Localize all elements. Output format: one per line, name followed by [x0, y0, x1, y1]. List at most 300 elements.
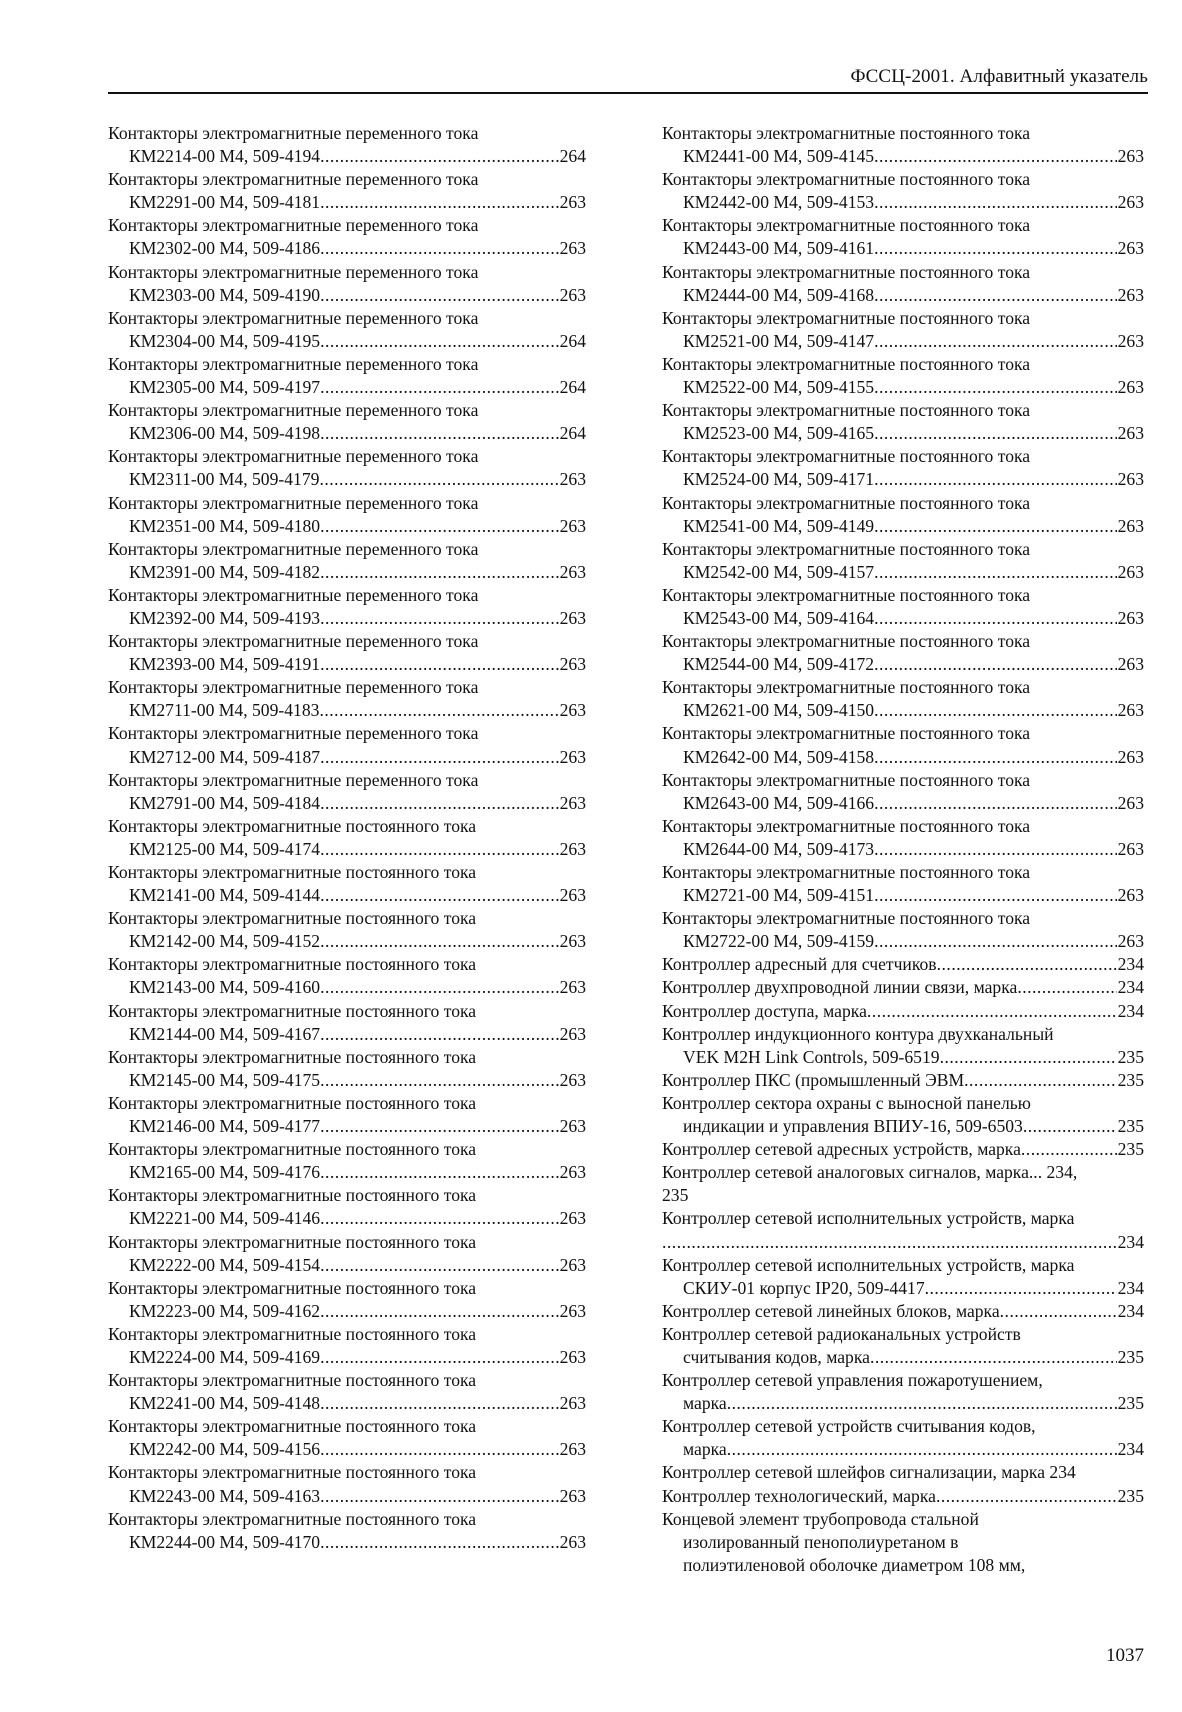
entry-title: Контакторы электромагнитные постоянного тока: [108, 1046, 477, 1067]
entry-title: Контроллер сетевой устройств считывания кодов,: [662, 1416, 1036, 1437]
dot-leader: [874, 792, 1117, 815]
dot-leader: [925, 1277, 1117, 1300]
entry-text: Контроллер двухпроводной линии связи, марка: [662, 977, 1018, 998]
entry-title: Контакторы электромагнитные переменного тока: [108, 353, 479, 374]
entry-page: 263: [559, 238, 586, 259]
leader-line: [662, 515, 1144, 538]
index-entry: [662, 1161, 1144, 1207]
entry-title: Контакторы электромагнитные постоянного тока: [108, 1000, 477, 1021]
leader-line: [662, 1115, 1144, 1138]
leader-line: [108, 1023, 586, 1046]
dot-leader: [320, 284, 559, 307]
entry-page: 263: [559, 1208, 586, 1229]
entry-title: Контакторы электромагнитные постоянного тока: [662, 215, 1031, 236]
entry-text: КМ2244-00 М4, 509-4170: [129, 1531, 321, 1552]
index-entry: [108, 676, 586, 722]
entry-title: Контакторы электромагнитные постоянного тока: [108, 1508, 477, 1529]
entry-page: 264: [559, 146, 586, 167]
index-entry: [662, 722, 1144, 768]
leader-line: [108, 1161, 586, 1184]
leader-line: [662, 561, 1144, 584]
index-entry: [662, 815, 1144, 861]
entry-title: Контакторы электромагнитные постоянного тока: [108, 1231, 477, 1252]
index-entry: [662, 1461, 1144, 1484]
entry-page: 234: [1117, 954, 1144, 975]
entry-page: 234: [1117, 1000, 1144, 1021]
entry-page: 264: [559, 330, 586, 351]
index-entry: [108, 1000, 586, 1046]
dot-leader: [874, 607, 1117, 630]
entry-page: 263: [1117, 238, 1144, 259]
index-entry: [108, 168, 586, 214]
entry-text: VEK M2H Link Controls, 509-6519: [683, 1046, 940, 1067]
index-entry: [108, 1461, 586, 1507]
header-title: ФССЦ-2001. Алфавитный указатель: [850, 66, 1148, 87]
left-index-column: [108, 122, 586, 1554]
entry-page: 263: [1117, 330, 1144, 351]
entry-text: КМ2143-00 М4, 509-4160: [129, 977, 321, 998]
index-entry: [108, 815, 586, 861]
entry-page: 234: [1117, 1231, 1144, 1252]
entry-title: Контакторы электромагнитные постоянного тока: [108, 1462, 477, 1483]
entry-title: Контакторы электромагнитные постоянного тока: [662, 862, 1031, 882]
entry-page: 263: [559, 977, 586, 998]
dot-leader: [874, 746, 1117, 769]
entry-page: 263: [559, 1254, 586, 1275]
dot-leader: [874, 561, 1117, 584]
leader-line: [662, 1346, 1144, 1369]
dot-leader: [320, 1300, 559, 1323]
entry-title: Контроллер индукционного контура двухканальный: [662, 1023, 1054, 1044]
dot-leader: [320, 191, 559, 214]
entry-page: 263: [1117, 838, 1144, 859]
dot-leader: [320, 237, 559, 260]
entry-title: Контроллер сетевой радиоканальных устройств: [662, 1323, 1021, 1344]
entry-page: 263: [559, 654, 586, 675]
leader-line: [108, 1392, 586, 1415]
index-entry: [108, 1323, 586, 1369]
index-entry: [108, 538, 586, 584]
entry-title: Контакторы электромагнитные постоянного тока: [662, 261, 1031, 282]
dot-leader: [320, 1531, 559, 1554]
entry-title: Контакторы электромагнитные постоянного тока: [108, 1139, 477, 1160]
index-entry: [662, 307, 1144, 353]
index-entry: [662, 399, 1144, 445]
index-entry: [662, 1023, 1144, 1069]
entry-title: Контакторы электромагнитные переменного тока: [108, 215, 479, 236]
entry-text: СКИУ-01 корпус IP20, 509-4417: [683, 1277, 925, 1298]
leader-line: [108, 422, 586, 445]
entry-page: 235: [1117, 1139, 1144, 1160]
dot-leader: [874, 422, 1117, 445]
entry-title: Контакторы электромагнитные постоянного тока: [662, 446, 1031, 467]
index-entry: [662, 1207, 1144, 1253]
entry-title: Контакторы электромагнитные переменного тока: [108, 723, 479, 744]
dot-leader: [937, 953, 1117, 976]
entry-title: Контакторы электромагнитные постоянного тока: [108, 1323, 477, 1344]
index-entry: [662, 1138, 1144, 1161]
entry-page: 263: [559, 1300, 586, 1321]
leader-line: [108, 1254, 586, 1277]
entry-text: КМ2524-00 М4, 509-4171: [683, 469, 875, 490]
leader-line: [662, 145, 1144, 168]
leader-line: [108, 330, 586, 353]
index-entry: [662, 1092, 1144, 1138]
index-entry: [108, 722, 586, 768]
dot-leader: [320, 561, 559, 584]
entry-text: КМ2144-00 М4, 509-4167: [129, 1023, 321, 1044]
leader-line: [662, 422, 1144, 445]
index-entry: [662, 1369, 1144, 1415]
leader-line: [662, 1069, 1144, 1092]
entry-page: 263: [559, 515, 586, 536]
entry-title: Контакторы электромагнитные переменного тока: [108, 400, 479, 421]
dot-leader: [940, 1046, 1117, 1069]
dot-leader: [874, 376, 1117, 399]
entry-text: считывания кодов, марка: [683, 1346, 870, 1367]
dot-leader: [320, 515, 559, 538]
entry-page: 234: [1117, 1439, 1144, 1460]
dot-leader: [320, 1485, 559, 1508]
dot-leader: [874, 515, 1117, 538]
entry-text: КМ2541-00 М4, 509-4149: [683, 515, 875, 536]
entry-page: 263: [1117, 654, 1144, 675]
leader-line: [108, 1069, 586, 1092]
index-entry: [108, 1138, 586, 1184]
dot-leader: [870, 1346, 1117, 1369]
leader-line: [662, 284, 1144, 307]
dot-leader: [320, 838, 559, 861]
entry-title: Контакторы электромагнитные переменного тока: [108, 307, 479, 328]
entry-continuation: полиэтиленовой оболочке диаметром 108 мм,: [683, 1554, 1026, 1575]
leader-line: [108, 838, 586, 861]
entry-page: 264: [559, 377, 586, 398]
entry-title: Концевой элемент трубопровода стальной: [662, 1508, 979, 1529]
entry-text: КМ2643-00 М4, 509-4166: [683, 792, 875, 813]
entry-title: Контакторы электромагнитные постоянного тока: [662, 908, 1031, 929]
entry-page: 263: [559, 1346, 586, 1367]
dot-leader: [1000, 1300, 1117, 1323]
entry-continuation: изолированный пенополиуретаном в: [683, 1531, 959, 1552]
leader-line: [108, 1438, 586, 1461]
leader-line: [662, 1438, 1144, 1461]
index-entry: [108, 307, 586, 353]
index-entry: [108, 630, 586, 676]
dot-leader: [320, 145, 559, 168]
dot-leader: [874, 468, 1117, 491]
dot-leader: [320, 1161, 559, 1184]
entry-page: 263: [1117, 284, 1144, 305]
index-entry: [108, 399, 586, 445]
entry-page: 235: [1117, 1346, 1144, 1367]
entry-text: КМ2302-00 М4, 509-4186: [129, 238, 321, 259]
dot-leader: [874, 653, 1117, 676]
entry-title: Контакторы электромагнитные постоянного тока: [108, 815, 477, 836]
entry-page: 263: [559, 700, 586, 721]
entry-page: 263: [559, 561, 586, 582]
dot-leader: [319, 468, 558, 491]
entry-text: КМ2544-00 М4, 509-4172: [683, 654, 875, 675]
entry-title: 235: [662, 1185, 689, 1206]
entry-page: 234: [1117, 1300, 1144, 1321]
leader-line: [108, 607, 586, 630]
entry-page: 263: [1117, 885, 1144, 906]
leader-line: [662, 838, 1144, 861]
index-entry: [108, 261, 586, 307]
dot-leader: [964, 1069, 1116, 1092]
entry-page: 263: [559, 1393, 586, 1414]
entry-text: Контроллер сетевой адресных устройств, марка: [662, 1139, 1021, 1160]
entry-page: 263: [559, 607, 586, 628]
index-entry: [662, 1508, 1144, 1577]
dot-leader: [320, 330, 559, 353]
entry-title: Контроллер сетевой аналоговых сигналов, марка... 234,: [662, 1162, 1078, 1183]
entry-title: Контакторы электромагнитные постоянного тока: [662, 723, 1031, 744]
dot-leader: [1023, 1115, 1117, 1138]
entry-text: КМ2392-00 М4, 509-4193: [129, 607, 321, 628]
entry-text: КМ2722-00 М4, 509-4159: [683, 931, 875, 952]
index-entry: [662, 630, 1144, 676]
leader-line: [662, 191, 1144, 214]
leader-line: [108, 746, 586, 769]
entry-text: КМ2142-00 М4, 509-4152: [129, 931, 321, 952]
entry-page: 263: [559, 885, 586, 906]
entry-title: Контакторы электромагнитные постоянного тока: [108, 1370, 477, 1391]
entry-page: 263: [1117, 423, 1144, 444]
entry-title: Контакторы электромагнитные постоянного тока: [662, 538, 1031, 559]
index-entry: [662, 976, 1144, 999]
entry-text: КМ2141-00 М4, 509-4144: [129, 885, 321, 906]
dot-leader: [1017, 976, 1116, 999]
entry-text: КМ2224-00 М4, 509-4169: [129, 1346, 321, 1367]
entry-page: 263: [1117, 377, 1144, 398]
entry-text: КМ2125-00 М4, 509-4174: [129, 838, 321, 859]
dot-leader: [320, 976, 559, 999]
dot-leader: [1021, 1138, 1117, 1161]
leader-line: [662, 330, 1144, 353]
entry-page: 263: [1117, 700, 1144, 721]
index-entry: [108, 1046, 586, 1092]
dot-leader: [874, 884, 1117, 907]
leader-line: [662, 1392, 1144, 1415]
entry-text: КМ2165-00 М4, 509-4176: [129, 1162, 321, 1183]
entry-title: Контроллер сетевой исполнительных устройств, марка: [662, 1254, 1075, 1275]
index-entry: [662, 261, 1144, 307]
index-entry: [108, 1092, 586, 1138]
entry-text: КМ2712-00 М4, 509-4187: [129, 746, 321, 767]
entry-text: КМ2145-00 М4, 509-4175: [129, 1069, 321, 1090]
entry-text: марка: [683, 1393, 727, 1414]
entry-text: КМ2521-00 М4, 509-4147: [683, 330, 875, 351]
dot-leader: [867, 1000, 1117, 1023]
dot-leader: [319, 699, 558, 722]
entry-page: 234: [1117, 1277, 1144, 1298]
entry-title: Контакторы электромагнитные постоянного тока: [108, 954, 477, 975]
index-entry: [662, 1000, 1144, 1023]
index-entry: [662, 214, 1144, 260]
entry-text: КМ2305-00 М4, 509-4197: [129, 377, 321, 398]
leader-line: [662, 699, 1144, 722]
index-entry: [662, 122, 1144, 168]
dot-leader: [320, 1207, 559, 1230]
entry-title: Контакторы электромагнитные постоянного тока: [662, 631, 1031, 652]
entry-text: КМ2241-00 М4, 509-4148: [129, 1393, 321, 1414]
dot-leader: [320, 1438, 559, 1461]
entry-text: КМ2443-00 М4, 509-4161: [683, 238, 875, 259]
entry-text: КМ2522-00 М4, 509-4155: [683, 377, 875, 398]
index-entry: [662, 953, 1144, 976]
leader-line: [108, 376, 586, 399]
entry-text: КМ2304-00 М4, 509-4195: [129, 330, 321, 351]
leader-line: [108, 699, 586, 722]
dot-leader: [320, 1023, 559, 1046]
index-entry: [662, 861, 1144, 907]
leader-line: [662, 1046, 1144, 1069]
index-entry: [662, 538, 1144, 584]
entry-text: Контроллер адресный для счетчиков: [662, 954, 937, 975]
entry-title: Контакторы электромагнитные постоянного тока: [108, 1185, 477, 1206]
dot-leader: [874, 838, 1117, 861]
entry-text: Контроллер ПКС (промышленный ЭВМ: [662, 1069, 965, 1090]
leader-line: [108, 930, 586, 953]
dot-leader: [320, 930, 559, 953]
entry-text: КМ2391-00 М4, 509-4182: [129, 561, 321, 582]
entry-title: Контакторы электромагнитные постоянного тока: [662, 307, 1031, 328]
entry-title: Контакторы электромагнитные переменного тока: [108, 769, 479, 790]
entry-title: Контакторы электромагнитные постоянного тока: [108, 1416, 477, 1437]
leader-line: [108, 976, 586, 999]
dot-leader: [874, 237, 1117, 260]
entry-title: Контакторы электромагнитные переменного тока: [108, 677, 479, 698]
leader-line: [662, 1000, 1144, 1023]
leader-line: [662, 237, 1144, 260]
entry-page: 263: [559, 1116, 586, 1137]
entry-page: 234: [1117, 977, 1144, 998]
entry-title: Контроллер сектора охраны с выносной панелью: [662, 1092, 1031, 1113]
leader-line: [662, 1485, 1144, 1508]
index-entry: [108, 353, 586, 399]
index-entry: [108, 445, 586, 491]
dot-leader: [320, 1346, 559, 1369]
entry-title: Контакторы электромагнитные постоянного тока: [662, 584, 1031, 605]
index-entry: [662, 1323, 1144, 1369]
entry-page: 263: [559, 469, 586, 490]
entry-text: КМ2306-00 М4, 509-4198: [129, 423, 321, 444]
leader-line: [108, 1531, 586, 1554]
dot-leader: [320, 1254, 559, 1277]
entry-text: КМ2214-00 М4, 509-4194: [129, 146, 321, 167]
entry-title: Контакторы электромагнитные переменного тока: [108, 584, 479, 605]
index-entry: [662, 353, 1144, 399]
entry-page: 263: [559, 1485, 586, 1506]
entry-text: КМ2223-00 М4, 509-4162: [129, 1300, 321, 1321]
leader-line: [108, 145, 586, 168]
leader-line: [662, 376, 1144, 399]
entry-text: марка: [683, 1439, 727, 1460]
index-entry: [108, 1231, 586, 1277]
leader-line: [108, 237, 586, 260]
dot-leader: [320, 376, 559, 399]
dot-leader: [874, 330, 1117, 353]
leader-line: [108, 284, 586, 307]
entry-text: КМ2291-00 М4, 509-4181: [129, 192, 321, 213]
leader-line: [108, 1300, 586, 1323]
right-index-column: [662, 122, 1144, 1577]
index-entry: [108, 861, 586, 907]
entry-page: 263: [559, 1531, 586, 1552]
dot-leader: [874, 699, 1117, 722]
index-entry: [662, 907, 1144, 953]
entry-title: Контакторы электромагнитные постоянного тока: [662, 492, 1031, 513]
index-entry: [108, 1415, 586, 1461]
entry-page: 263: [1117, 146, 1144, 167]
entry-title: Контакторы электромагнитные переменного тока: [108, 169, 479, 190]
entry-title: Контакторы электромагнитные постоянного тока: [662, 815, 1031, 836]
index-entry: [108, 122, 586, 168]
entry-page: 263: [559, 1069, 586, 1090]
dot-leader: [727, 1438, 1117, 1461]
entry-title: Контакторы электромагнитные постоянного тока: [108, 1277, 477, 1298]
entry-page: 263: [1117, 561, 1144, 582]
entry-title: Контакторы электромагнитные переменного тока: [108, 538, 479, 559]
entry-title: Контакторы электромагнитные постоянного тока: [662, 769, 1031, 790]
entry-page: 235: [1117, 1116, 1144, 1137]
index-entry: [108, 907, 586, 953]
entry-text: КМ2242-00 М4, 509-4156: [129, 1439, 321, 1460]
leader-line: [662, 746, 1144, 769]
index-entry: [662, 1069, 1144, 1092]
entry-text: КМ2543-00 М4, 509-4164: [683, 607, 875, 628]
index-entry: [662, 769, 1144, 815]
index-entry: [662, 1485, 1144, 1508]
leader-line: [108, 515, 586, 538]
running-header: [108, 62, 1148, 92]
entry-page: 263: [559, 931, 586, 952]
entry-text: КМ2444-00 М4, 509-4168: [683, 284, 875, 305]
dot-leader: [320, 792, 559, 815]
index-entry: [662, 676, 1144, 722]
dot-leader: [320, 653, 559, 676]
entry-page: 235: [1117, 1046, 1144, 1067]
entry-text: Контроллер технологический, марка: [662, 1485, 936, 1506]
entry-text: КМ2642-00 М4, 509-4158: [683, 746, 875, 767]
entry-title: Контроллер сетевой шлейфов сигнализации, марка 234: [662, 1462, 1076, 1483]
entry-text: Контроллер доступа, марка: [662, 1000, 867, 1021]
leader-line: [108, 1346, 586, 1369]
entry-page: 263: [559, 746, 586, 767]
entry-title: Контакторы электромагнитные постоянного тока: [662, 353, 1031, 374]
leader-line: [108, 653, 586, 676]
entry-text: индикации и управления ВПИУ-16, 509-6503: [683, 1116, 1023, 1137]
entry-title: Контакторы электромагнитные постоянного тока: [662, 169, 1031, 190]
entry-title: Контакторы электромагнитные переменного тока: [108, 446, 479, 467]
entry-page: 263: [559, 1439, 586, 1460]
entry-page: 235: [1117, 1393, 1144, 1414]
leader-line: [662, 976, 1144, 999]
entry-title: Контакторы электромагнитные постоянного тока: [108, 862, 477, 882]
leader-line: [108, 792, 586, 815]
index-entry: [662, 168, 1144, 214]
index-entry: [662, 584, 1144, 630]
entry-text: Контроллер сетевой линейных блоков, марка: [662, 1300, 1000, 1321]
leader-line: [662, 1231, 1144, 1254]
leader-line: [662, 468, 1144, 491]
entry-page: 235: [1117, 1485, 1144, 1506]
entry-title: Контакторы электромагнитные постоянного тока: [662, 123, 1031, 143]
entry-page: 263: [559, 838, 586, 859]
entry-title: Контакторы электромагнитные переменного тока: [108, 123, 479, 143]
page-number: 1037: [1106, 1645, 1144, 1666]
